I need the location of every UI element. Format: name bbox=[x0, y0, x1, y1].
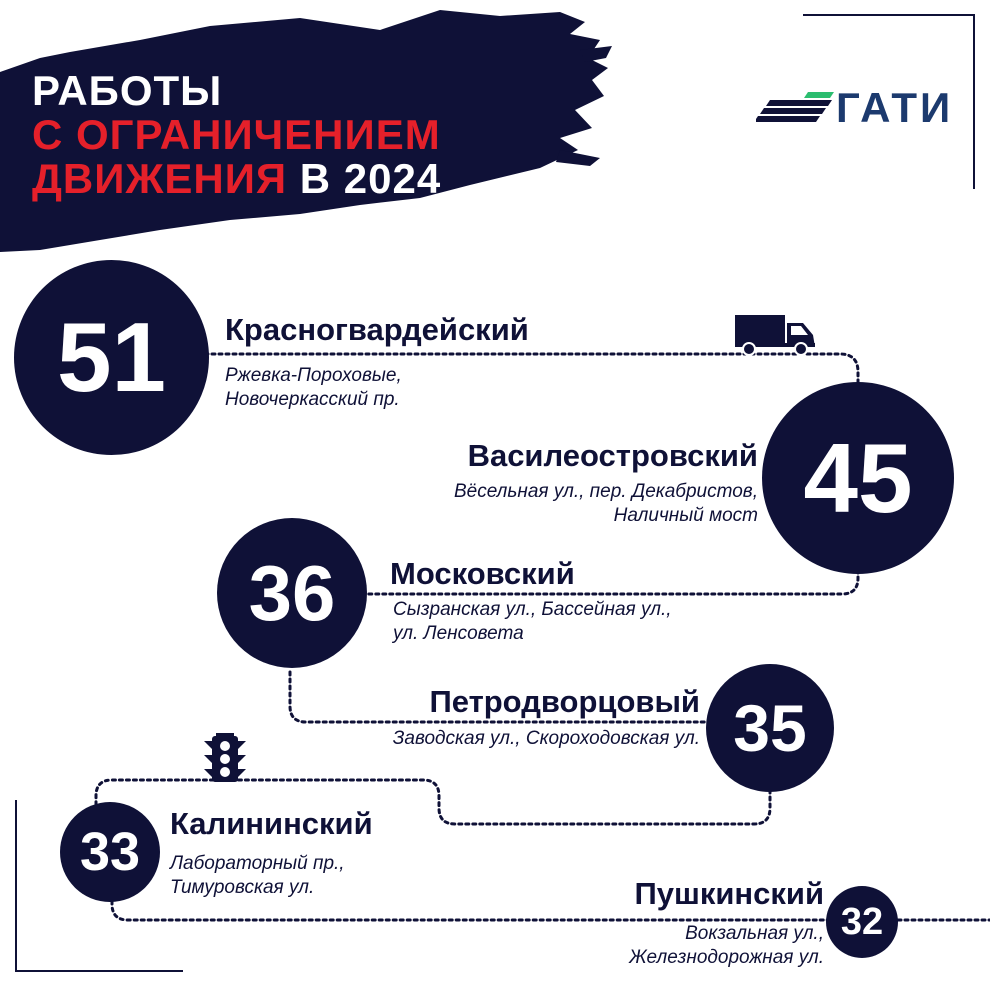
count-circle-33 bbox=[60, 802, 160, 902]
truck-icon bbox=[735, 313, 817, 357]
count-value: 32 bbox=[840, 900, 884, 943]
district-name: Московский bbox=[390, 556, 575, 591]
streets-line-1: Вёсельная ул., пер. Декабристов, bbox=[454, 481, 758, 502]
traffic-light-icon bbox=[202, 733, 248, 783]
count-circle-36 bbox=[217, 518, 367, 668]
count-circle-45 bbox=[762, 382, 954, 574]
count-circle-32 bbox=[826, 886, 898, 958]
title-line-3-red: ДВИЖЕНИЯ bbox=[32, 155, 288, 202]
district-streets bbox=[454, 480, 758, 528]
streets-line-2: Железнодорожная ул. bbox=[629, 947, 824, 968]
district-streets bbox=[629, 922, 824, 970]
count-circle-35 bbox=[706, 664, 834, 792]
count-value: 45 bbox=[803, 422, 913, 533]
title-line-3-white: В 2024 bbox=[299, 155, 442, 202]
district-streets bbox=[393, 598, 672, 646]
title-line-1: РАБОТЫ bbox=[32, 67, 223, 114]
district-name: Пушкинский bbox=[634, 876, 824, 911]
streets-line-1: Лабораторный пр., bbox=[170, 853, 345, 874]
district-name: Василеостровский bbox=[467, 438, 758, 473]
count-value: 51 bbox=[56, 302, 166, 412]
count-circle-51 bbox=[14, 260, 209, 455]
district-streets bbox=[170, 852, 345, 900]
district-streets bbox=[393, 727, 700, 751]
district-name: Красногвардейский bbox=[225, 312, 529, 347]
streets-line-2: ул. Ленсовета bbox=[393, 623, 524, 644]
logo-text: ГАТИ bbox=[836, 84, 954, 131]
streets-line-2: Тимуровская ул. bbox=[170, 877, 315, 898]
streets-line-2: Наличный мост bbox=[613, 505, 758, 526]
count-value: 33 bbox=[79, 822, 141, 882]
district-name: Петродворцовый bbox=[429, 684, 700, 719]
streets-line-1: Ржевка-Пороховые, bbox=[225, 365, 402, 386]
streets-line-2: Новочеркасский пр. bbox=[225, 389, 400, 410]
streets-line-1: Заводская ул., Скороходовская ул. bbox=[392, 728, 700, 749]
district-name: Калининский bbox=[170, 806, 373, 841]
count-value: 35 bbox=[733, 691, 807, 765]
district-streets bbox=[225, 364, 402, 412]
streets-line-1: Сызранская ул., Бассейная ул., bbox=[393, 599, 672, 620]
count-value: 36 bbox=[248, 548, 336, 637]
title-line-2: С ОГРАНИЧЕНИЕМ bbox=[32, 111, 441, 158]
streets-line-1: Вокзальная ул., bbox=[685, 923, 824, 944]
